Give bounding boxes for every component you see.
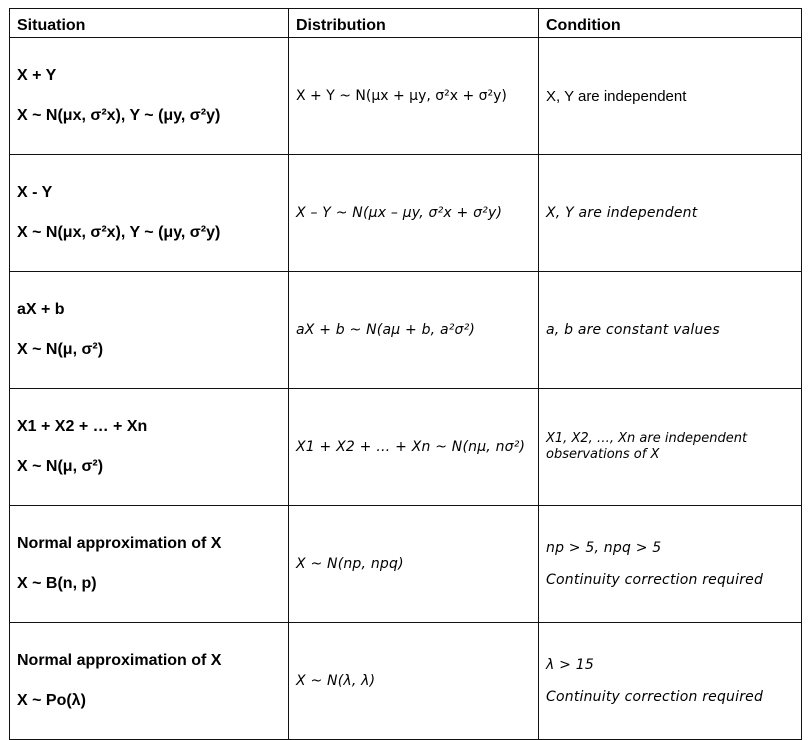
situation-assumption: X ~ N(μ, σ²) [17, 341, 104, 358]
header-situation: Situation [10, 9, 289, 38]
situation-assumption: X ~ B(n, p) [17, 575, 97, 592]
table-row [10, 623, 802, 740]
distribution-cell: X1 + X2 + … + Xn ~ N(nμ, nσ²) [289, 389, 539, 506]
situation-cell [10, 272, 289, 389]
situation-assumption: X ~ N(μ, σ²) [17, 458, 104, 475]
distribution-cell: X ~ N(np, npq) [289, 506, 539, 623]
condition-line: observations of X [546, 447, 660, 462]
table-row [10, 155, 802, 272]
situation-assumption: X ~ N(μx, σ²x), Y ~ (μy, σ²y) [17, 224, 221, 241]
table-row [10, 272, 802, 389]
condition-cell [539, 623, 802, 740]
situation-title: X - Y [17, 184, 53, 201]
distribution-cell: X ~ N(λ, λ) [289, 623, 539, 740]
header-distribution: Distribution [289, 9, 539, 38]
situation-title: X1 + X2 + … + Xn [17, 418, 148, 435]
condition-cell: a, b are constant values [539, 272, 802, 389]
distribution-table [9, 8, 802, 740]
distribution-cell: X + Y ~ N(μx + μy, σ²x + σ²y) [289, 38, 539, 155]
table-row [10, 38, 802, 155]
condition-cell [539, 389, 802, 506]
condition-line: np > 5, npq > 5 [546, 540, 662, 556]
condition-cell [539, 506, 802, 623]
condition-line: X1, X2, …, Xn are independent [546, 431, 748, 446]
condition-cell: X, Y are independent [539, 155, 802, 272]
condition-line: Continuity correction required [546, 572, 764, 588]
situation-title: Normal approximation of X [17, 652, 222, 669]
situation-cell [10, 38, 289, 155]
situation-title: X + Y [17, 67, 57, 84]
header-condition: Condition [539, 9, 802, 38]
situation-title: aX + b [17, 301, 65, 318]
condition-cell: X, Y are independent [539, 38, 802, 155]
situation-assumption: X ~ N(μx, σ²x), Y ~ (μy, σ²y) [17, 107, 221, 124]
condition-line: λ > 15 [546, 657, 594, 673]
distribution-cell: X – Y ~ N(μx – μy, σ²x + σ²y) [289, 155, 539, 272]
situation-cell [10, 155, 289, 272]
distribution-cell: aX + b ~ N(aμ + b, a²σ²) [289, 272, 539, 389]
situation-cell [10, 506, 289, 623]
header-row [10, 9, 802, 38]
situation-assumption: X ~ Po(λ) [17, 692, 86, 709]
condition-line: Continuity correction required [546, 689, 764, 705]
situation-title: Normal approximation of X [17, 535, 222, 552]
situation-cell [10, 389, 289, 506]
table-row [10, 506, 802, 623]
table-row [10, 389, 802, 506]
situation-cell [10, 623, 289, 740]
